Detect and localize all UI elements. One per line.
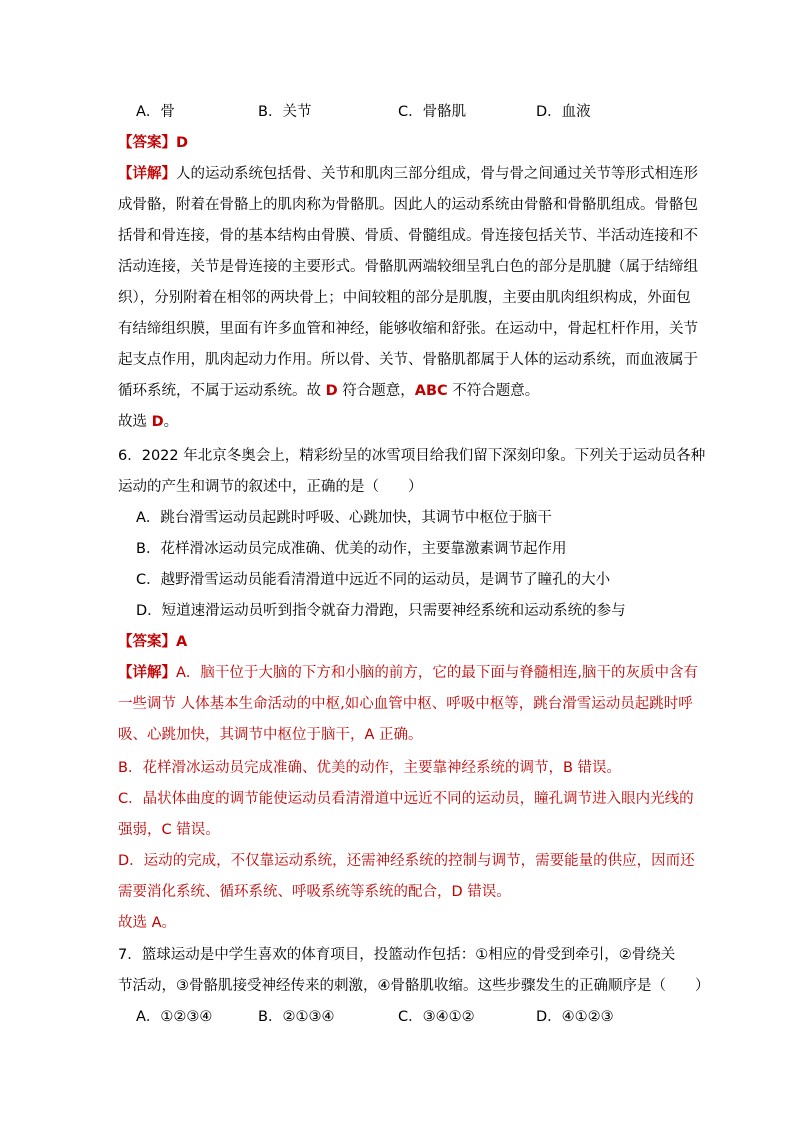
q6-stem-line-1: 6．2022 年北京冬奥会上，精彩纷呈的冰雪项目给我们留下深刻印象。下列关于运动员各种 [118, 448, 706, 464]
q6-detail-line-6: 强弱，C 错误。 [118, 822, 220, 838]
answer-letter: D [325, 383, 338, 399]
q6-stem-line-2: 运动的产生和调节的叙述中，正确的是（ ） [118, 479, 423, 495]
detail-text: 不符合题意。 [447, 383, 540, 399]
conclusion-letter: D [151, 414, 164, 430]
q5-option-c: C．骨骼肌 [398, 104, 467, 120]
q6-detail-line-3: 吸、心跳加快，其调节中枢位于脑干，A 正确。 [118, 727, 423, 743]
q5-answer [118, 133, 188, 153]
q5-detail-line-1 [118, 164, 698, 184]
answer-label: 【答案】 [118, 634, 176, 650]
q7-stem-line-2: 节活动，③骨骼肌接受神经传来的刺激，④骨骼肌收缩。这些步骤发生的正确顺序是（ ） [118, 978, 710, 994]
q5-option-d: D．血液 [536, 104, 591, 120]
q5-detail-line-7: 起支点作用，肌肉起动力作用。所以骨、关节、骨骼肌都属于人体的运动系统，而血液属于 [118, 352, 698, 368]
q7-option-d: D．④①②③ [536, 1009, 614, 1025]
answer-value: D [176, 135, 189, 151]
detail-text: A．脑干位于大脑的下方和小脑的前方，它的最下面与脊髓相连,脑干的灰质中含有 [176, 665, 699, 681]
q6-option-d: D．短道速滑运动员听到指令就奋力滑跑，只需要神经系统和运动系统的参与 [136, 603, 626, 619]
q5-detail-line-6: 有结缔组织膜，里面有许多血管和神经，能够收缩和舒张。在运动中，骨起杠杆作用，关节 [118, 321, 698, 337]
q7-option-c: C．③④①② [398, 1009, 475, 1025]
q5-detail-line-8 [118, 381, 539, 401]
q5-detail-line-4: 活动连接，关节是骨连接的主要形式。骨骼肌两端较细呈乳白色的部分是肌腱（属于结缔组 [118, 259, 698, 275]
q7-option-a: A．①②③④ [136, 1009, 213, 1025]
q6-detail-line-1 [118, 663, 698, 683]
q5-option-b: B．关节 [258, 104, 312, 120]
detail-text: 符合题意， [337, 383, 415, 399]
detail-text: 循环系统，不属于运动系统。故 [118, 383, 326, 399]
q5-detail-line-2: 成骨骼，附着在骨骼上的肌肉称为骨骼肌。因此人的运动系统由骨骼和骨骼肌组成。骨骼包 [118, 197, 698, 213]
q6-detail-line-8: 需要消化系统、循环系统、呼吸系统等系统的配合，D 错误。 [118, 884, 511, 900]
q6-detail-line-4: B．花样滑冰运动员完成准确、优美的动作，主要靠神经系统的调节，B 错误。 [118, 760, 622, 776]
q6-option-c: C．越野滑雪运动员能看清滑道中远近不同的运动员，是调节了瞳孔的大小 [136, 572, 611, 588]
q6-answer [118, 632, 187, 652]
q6-detail-line-7: D．运动的完成，不仅靠运动系统，还需神经系统的控制与调节，需要能量的供应，因而还 [118, 853, 695, 869]
q5-detail-line-3: 括骨和骨连接，骨的基本结构由骨膜、骨质、骨髓组成。骨连接包括关节、半活动连接和不 [118, 228, 698, 244]
q5-detail-line-5: 织），分别附着在相邻的两块骨上；中间较粗的部分是肌腹，主要由肌肉组织构成，外面包 [118, 290, 691, 306]
q6-detail-line-5: C．晶状体曲度的调节能使运动员看清滑道中远近不同的运动员，瞳孔调节进入眼内光线的 [118, 791, 694, 807]
detail-label: 【详解】 [118, 166, 176, 182]
answer-value: A [176, 634, 188, 650]
conclusion-text: 故选 [118, 414, 152, 430]
q7-stem-line-1: 7．篮球运动是中学生喜欢的体育项目，投篮动作包括：①相应的骨受到牵引，②骨绕关 [118, 947, 676, 963]
detail-label: 【详解】 [118, 665, 176, 681]
q5-conclusion [118, 412, 178, 432]
detail-text: 人的运动系统包括骨、关节和肌肉三部分组成，骨与骨之间通过关节等形式相连形 [176, 166, 698, 182]
q6-detail-line-2: 一些调节 人体基本生命活动的中枢,如心血管中枢、呼吸中枢等，跳台滑雪运动员起跳时呼 [118, 696, 693, 712]
q5-option-a: A．骨 [136, 104, 175, 120]
answer-letters: ABC [414, 383, 448, 399]
q6-option-a: A．跳台滑雪运动员起跳时呼吸、心跳加快，其调节中枢位于脑干 [136, 510, 552, 526]
answer-label: 【答案】 [118, 135, 176, 151]
q6-conclusion: 故选 A。 [118, 915, 177, 931]
q6-option-b: B．花样滑冰运动员完成准确、优美的动作，主要靠激素调节起作用 [136, 541, 567, 557]
conclusion-text: 。 [163, 414, 179, 430]
q7-option-b: B．②①③④ [258, 1009, 335, 1025]
